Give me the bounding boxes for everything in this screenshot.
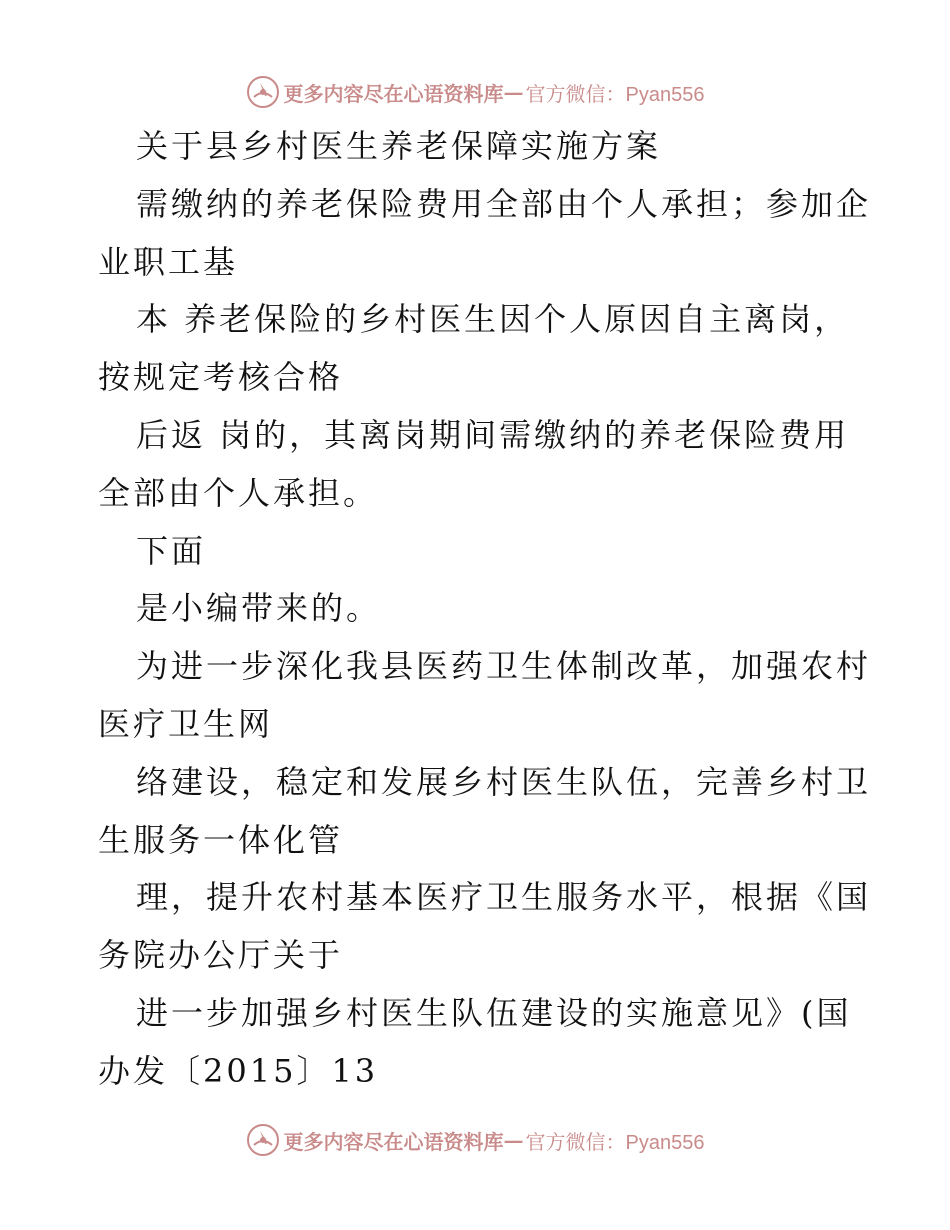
- text-line: 按规定考核合格: [98, 358, 344, 397]
- text-line: 医疗卫生网: [98, 704, 274, 743]
- document-body: [98, 118, 872, 1101]
- header-wechat-text: 官方微信：Pyan556: [525, 83, 705, 106]
- page-header-watermark: [0, 72, 950, 112]
- footer-wechat-text: 官方微信：Pyan556: [525, 1131, 705, 1154]
- header-brand-text: 更多内容尽在心语资料库: [283, 81, 504, 106]
- text-line: 是小编带来的。: [136, 589, 382, 628]
- text-line: 业职工基: [98, 242, 239, 281]
- footer-dash: —: [503, 1128, 524, 1152]
- text-line: 需缴纳的养老保险费用全部由个人承担；参加企: [136, 184, 872, 223]
- text-line: 进一步加强乡村医生队伍建设的实施意见》(国: [136, 993, 852, 1032]
- page-footer-watermark: [0, 1120, 950, 1160]
- text-line: 后返 岗的，其离岗期间需缴纳的养老保险费用: [136, 415, 850, 454]
- text-line: 本 养老保险的乡村医生因个人原因自主离岗，: [136, 300, 850, 339]
- footer-brand-text: 更多内容尽在心语资料库: [283, 1129, 504, 1154]
- doc-title: 关于县乡村医生养老保障实施方案: [136, 127, 662, 165]
- text-line: 下面: [136, 531, 207, 570]
- text-line: 理，提升农村基本医疗卫生服务水平，根据《国: [136, 878, 872, 917]
- book-pen-logo-icon: [246, 75, 280, 109]
- text-line: 办发〔2015〕13: [98, 1051, 379, 1090]
- book-pen-logo-icon: [246, 1123, 280, 1157]
- header-dash: —: [503, 80, 524, 104]
- text-line: 生服务一体化管: [98, 820, 344, 859]
- text-line: 全部由个人承担。: [98, 473, 379, 512]
- text-line: 络建设，稳定和发展乡村医生队伍，完善乡村卫: [136, 762, 872, 801]
- text-line: 为进一步深化我县医药卫生体制改革，加强农村: [136, 647, 872, 686]
- text-line: 务院办公厅关于: [98, 936, 344, 975]
